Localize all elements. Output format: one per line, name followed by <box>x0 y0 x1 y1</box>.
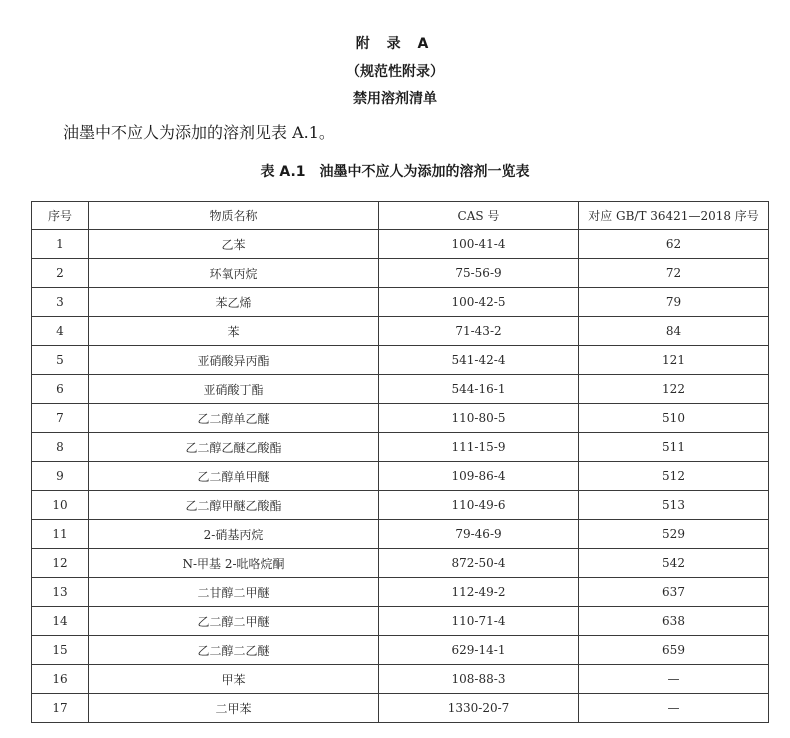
cell-gbt-serial: 637 <box>579 578 769 607</box>
table-row <box>32 636 769 665</box>
cell-gbt-serial: 84 <box>579 317 769 346</box>
cell-gbt-serial: 513 <box>579 491 769 520</box>
cell-gbt-serial: 121 <box>579 346 769 375</box>
cell-gbt-serial: 542 <box>579 549 769 578</box>
appendix-subtitle: （规范性附录） <box>346 64 444 80</box>
cell-cas: 110-49-6 <box>379 491 579 520</box>
cell-gbt-serial: 62 <box>579 230 769 259</box>
cell-cas: 109-86-4 <box>379 462 579 491</box>
solvent-table <box>31 201 769 723</box>
appendix-name: 禁用溶剂清单 <box>353 91 437 107</box>
cell-cas: 79-46-9 <box>379 520 579 549</box>
cell-cas: 541-42-4 <box>379 346 579 375</box>
cell-gbt-serial: 512 <box>579 462 769 491</box>
cell-gbt-serial: 72 <box>579 259 769 288</box>
cell-serial: 4 <box>32 317 89 346</box>
cell-serial: 3 <box>32 288 89 317</box>
cell-gbt-serial: 122 <box>579 375 769 404</box>
cell-substance: 二甲苯 <box>89 694 379 723</box>
cell-serial: 1 <box>32 230 89 259</box>
cell-serial: 10 <box>32 491 89 520</box>
cell-cas: 100-42-5 <box>379 288 579 317</box>
cell-substance: 乙二醇单乙醚 <box>89 404 379 433</box>
cell-cas: 872-50-4 <box>379 549 579 578</box>
table-body <box>32 230 769 723</box>
cell-serial: 8 <box>32 433 89 462</box>
header-serial: 序号 <box>32 202 89 230</box>
cell-gbt-serial: — <box>579 694 769 723</box>
cell-substance: 二甘醇二甲醚 <box>89 578 379 607</box>
table-row <box>32 375 769 404</box>
cell-serial: 13 <box>32 578 89 607</box>
cell-serial: 11 <box>32 520 89 549</box>
cell-substance: 乙二醇乙醚乙酸酯 <box>89 433 379 462</box>
cell-cas: 108-88-3 <box>379 665 579 694</box>
table-row <box>32 317 769 346</box>
intro-paragraph: 油墨中不应人为添加的溶剂见表 A.1。 <box>63 123 335 142</box>
cell-gbt-serial: 659 <box>579 636 769 665</box>
cell-gbt-serial: 79 <box>579 288 769 317</box>
cell-gbt-serial: 511 <box>579 433 769 462</box>
cell-cas: 75-56-9 <box>379 259 579 288</box>
cell-serial: 9 <box>32 462 89 491</box>
cell-substance: 环氧丙烷 <box>89 259 379 288</box>
cell-cas: 112-49-2 <box>379 578 579 607</box>
table-row <box>32 520 769 549</box>
table-row <box>32 433 769 462</box>
table-row <box>32 578 769 607</box>
cell-serial: 16 <box>32 665 89 694</box>
table-header-row <box>32 202 769 230</box>
table-row <box>32 491 769 520</box>
cell-substance: 亚硝酸丁酯 <box>89 375 379 404</box>
cell-substance: 乙二醇二甲醚 <box>89 607 379 636</box>
cell-serial: 15 <box>32 636 89 665</box>
cell-substance: 乙苯 <box>89 230 379 259</box>
table-row <box>32 694 769 723</box>
cell-cas: 71-43-2 <box>379 317 579 346</box>
table-row <box>32 607 769 636</box>
cell-serial: 17 <box>32 694 89 723</box>
cell-substance: 乙二醇单甲醚 <box>89 462 379 491</box>
header-cas: CAS 号 <box>379 202 579 230</box>
cell-substance: 苯 <box>89 317 379 346</box>
cell-cas: 110-71-4 <box>379 607 579 636</box>
table-row <box>32 288 769 317</box>
cell-substance: N-甲基 2-吡咯烷酮 <box>89 549 379 578</box>
table-row <box>32 462 769 491</box>
cell-substance: 乙二醇二乙醚 <box>89 636 379 665</box>
table-row <box>32 404 769 433</box>
cell-cas: 110-80-5 <box>379 404 579 433</box>
cell-serial: 12 <box>32 549 89 578</box>
appendix-title: 附 录 A <box>355 36 435 52</box>
cell-gbt-serial: 510 <box>579 404 769 433</box>
cell-substance: 2-硝基丙烷 <box>89 520 379 549</box>
cell-serial: 2 <box>32 259 89 288</box>
cell-gbt-serial: — <box>579 665 769 694</box>
cell-serial: 7 <box>32 404 89 433</box>
cell-cas: 1330-20-7 <box>379 694 579 723</box>
table-row <box>32 346 769 375</box>
cell-serial: 14 <box>32 607 89 636</box>
cell-serial: 6 <box>32 375 89 404</box>
table-row <box>32 665 769 694</box>
cell-cas: 629-14-1 <box>379 636 579 665</box>
cell-substance: 甲苯 <box>89 665 379 694</box>
cell-serial: 5 <box>32 346 89 375</box>
cell-cas: 111-15-9 <box>379 433 579 462</box>
header-substance: 物质名称 <box>89 202 379 230</box>
cell-cas: 100-41-4 <box>379 230 579 259</box>
table-row <box>32 549 769 578</box>
cell-substance: 苯乙烯 <box>89 288 379 317</box>
table-caption: 表 A.1 油墨中不应人为添加的溶剂一览表 <box>260 164 530 180</box>
table-row <box>32 259 769 288</box>
cell-cas: 544-16-1 <box>379 375 579 404</box>
cell-gbt-serial: 638 <box>579 607 769 636</box>
cell-gbt-serial: 529 <box>579 520 769 549</box>
table-row <box>32 230 769 259</box>
cell-substance: 乙二醇甲醚乙酸酯 <box>89 491 379 520</box>
header-gbt-serial: 对应 GB/T 36421—2018 序号 <box>579 202 769 230</box>
cell-substance: 亚硝酸异丙酯 <box>89 346 379 375</box>
